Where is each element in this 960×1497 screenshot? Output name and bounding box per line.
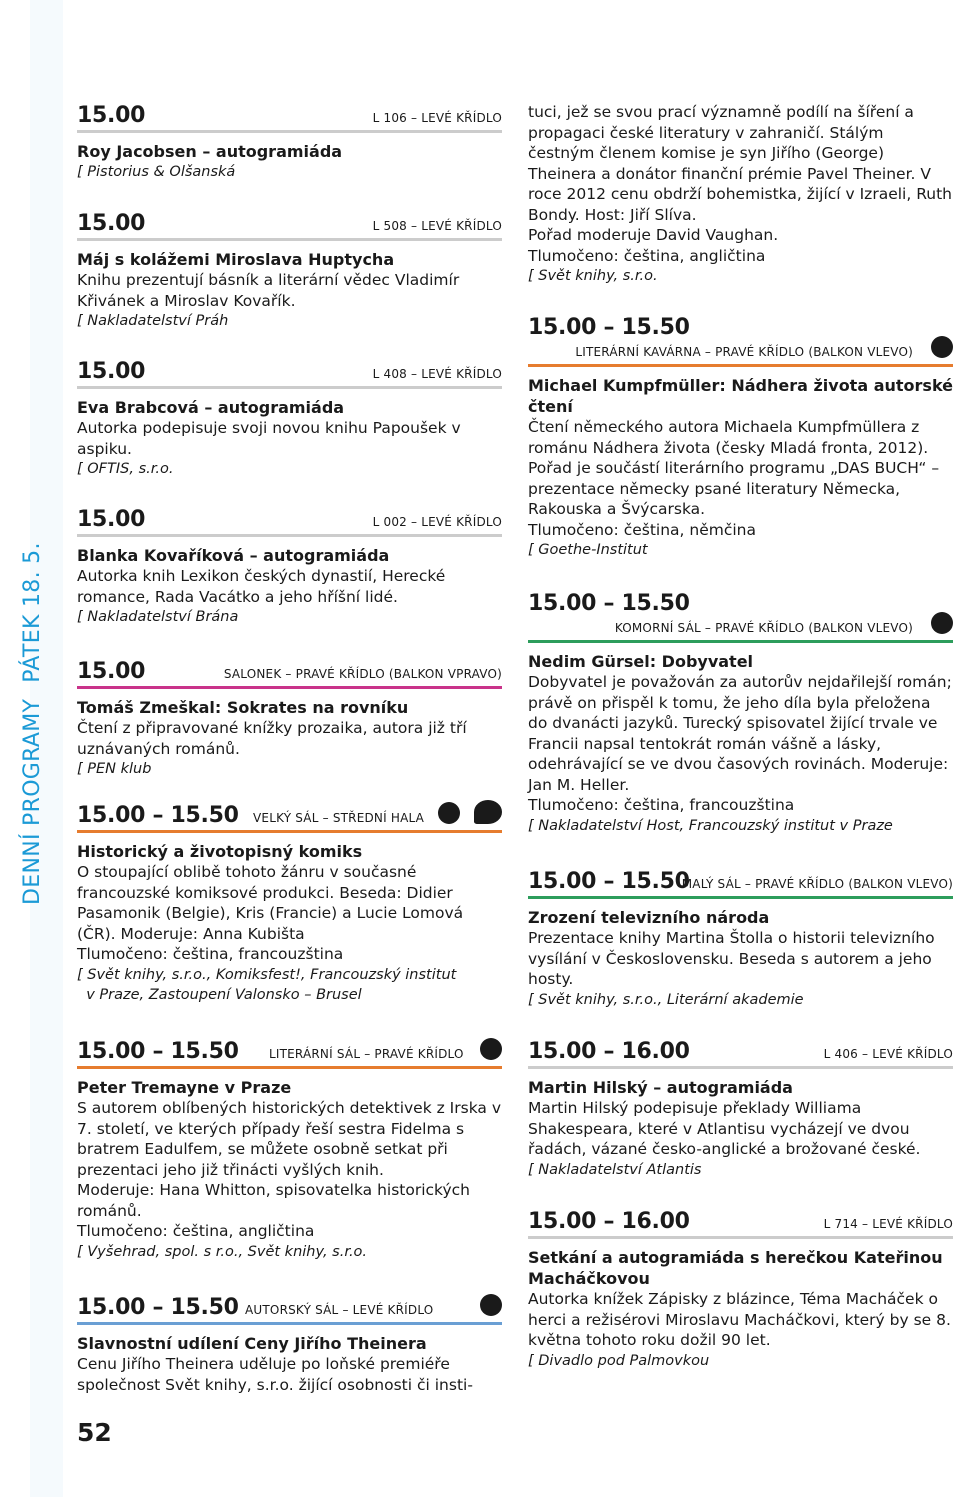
- events-1-body: Knihu prezentují básník a literární vědec Vladimír Křivánek a Miroslav Kovařík.: [77, 271, 460, 310]
- events-7-time: 15.00 – 15.50: [77, 1295, 239, 1320]
- event-5: [77, 800, 502, 1005]
- event-location: L 106 – LEVÉ KŘÍDLO: [372, 111, 502, 125]
- event-7: [77, 1292, 502, 1395]
- events-6-publisher: [ Vyšehrad, spol. s r.o., Svět knihy, s.r.o.: [77, 1243, 368, 1260]
- events-11-body: Prezentace knihy Martina Štolla o historii televizního vysílání v Československu. Beseda s autorem a jeho hosty.: [528, 929, 935, 988]
- events-12-time: 15.00 – 16.00: [528, 1039, 690, 1064]
- event-time: 15.00: [77, 103, 146, 128]
- events-10-body: Dobyvatel je považován za autorův nejdařilejší román; právě on přispěl k tomu, že jeho díla byla přeložena do dvanácti jazyků. Turecký spisovatel žijící trvale ve Francii napsal tentokrát román vášně a lásky, odehrávající se ve dvou časových rovinách. Moderuje: Jan M. Heller. Tlumočeno: čeština, francouzština: [528, 673, 952, 814]
- event-11: [528, 866, 953, 1010]
- speaker-icon: [931, 612, 953, 634]
- event-9: [528, 316, 953, 560]
- events-5-time: 15.00 – 15.50: [77, 803, 239, 828]
- event-3: [77, 504, 502, 627]
- events-6-title: Peter Tremayne v Praze: [77, 1078, 292, 1097]
- events-2-publisher: [ OFTIS, s.r.o.: [77, 461, 174, 477]
- events-5-publisher: [ Svět knihy, s.r.o., Komiksfest!, Francouzský institut v Praze, Zastoupení Valonsko – Brusel: [77, 966, 457, 1003]
- cup-icon: [480, 1294, 502, 1316]
- event-2: [77, 356, 502, 479]
- speech-bubble-icon: [474, 800, 502, 824]
- events-11-location: MALÝ SÁL – PRAVÉ KŘÍDLO (BALKON VLEVO): [681, 877, 953, 891]
- events-5-body: O stoupající oblibě tohoto žánru v současné francouzské komiksové produkci. Beseda: Didier Pasamonik (Belgie), Kris (Francie) a Lucie Lomová (ČR). Moderuje: Anna Kubišta Tlumočeno: čeština, francouzština: [77, 863, 464, 963]
- event-1: [77, 208, 502, 331]
- speaker-icon: [438, 802, 460, 824]
- events-3-location: L 002 – LEVÉ KŘÍDLO: [372, 515, 502, 529]
- events-13-publisher: [ Divadlo pod Palmovkou: [528, 1352, 710, 1369]
- events-7-body: Cenu Jiřího Theinera uděluje po loňské premiéře společnost Svět knihy, s.r.o. žijící osobnosti či insti-: [77, 1355, 473, 1394]
- event-title: Roy Jacobsen – autogramiáda: [77, 142, 343, 161]
- events-12-title: Martin Hilský – autogramiáda: [528, 1078, 793, 1097]
- page-number: 52: [77, 1418, 112, 1447]
- events-4-publisher: [ PEN klub: [77, 761, 152, 777]
- events-2-time: 15.00: [77, 359, 146, 384]
- events-12-location: L 406 – LEVÉ KŘÍDLO: [823, 1047, 953, 1061]
- events-9-title: Michael Kumpfmüller: Nádhera života autorské čtení: [528, 376, 953, 416]
- events-12-publisher: [ Nakladatelství Atlantis: [528, 1161, 702, 1178]
- event-13: [528, 1206, 953, 1371]
- events-13-time: 15.00 – 16.00: [528, 1209, 690, 1234]
- events-6-body: S autorem oblíbených historických detektivek z Irska v 7. století, ve kterých případy řeší sestra Fidelma s bratrem Eadulfem, se můžete osobně setkat při prezentaci jeho již třinácti vyšlých knih. Moderuje: Hana Whitton, spisovatelka historických románů. Tlumočeno: čeština, angličtina: [77, 1099, 502, 1240]
- events-13-location: L 714 – LEVÉ KŘÍDLO: [823, 1217, 953, 1231]
- event-0: [77, 100, 502, 182]
- events-1-title: Máj s kolážemi Miroslava Huptycha: [77, 250, 395, 269]
- events-10-time: 15.00 – 15.50: [528, 591, 690, 616]
- events-4-location: SALONEK – PRAVÉ KŘÍDLO (BALKON VPRAVO): [223, 667, 502, 681]
- vertical-title: [20, 542, 45, 905]
- events-3-publisher: [ Nakladatelství Brána: [77, 609, 239, 625]
- events-9-body: Čtení německého autora Michaela Kumpfmüllera z románu Nádhera života (česky Mladá fronta, 2012). Pořad je součástí literárního programu „DAS BUCH“ – prezentace německy psané literatury Německa, Rakouska a Švýcarska. Tlumočeno: čeština, němčina: [528, 418, 940, 539]
- speaker-icon: [931, 336, 953, 358]
- events-13-body: Autorka knížek Zápisky z blázince, Téma Macháček o herci a režisérovi Miroslavu Macháčkovi, který by se 8. května tohoto roku dožil 90 let.: [528, 1290, 951, 1349]
- events-7-title: Slavnostní udílení Ceny Jiřího Theinera: [77, 1334, 427, 1353]
- events-10-location: KOMORNÍ SÁL – PRAVÉ KŘÍDLO (BALKON VLEVO): [614, 621, 913, 635]
- events-9-location: LITERÁRNÍ KAVÁRNA – PRAVÉ KŘÍDLO (BALKON VLEVO): [575, 345, 913, 359]
- event-8: [528, 102, 953, 286]
- events-10-title: Nedim Gürsel: Dobyvatel: [528, 652, 754, 671]
- events-12-body: Martin Hilský podepisuje překlady Williama Shakespeara, které v Atlantisu vycházejí ve dvou řadách, vázané česko-anglické a brožované české.: [528, 1099, 921, 1158]
- events-5-location: VELKÝ SÁL – STŘEDNÍ HALA: [253, 811, 425, 825]
- events-4-time: 15.00: [77, 659, 146, 684]
- events-11-time: 15.00 – 15.50: [528, 869, 690, 894]
- event-10: [528, 592, 953, 836]
- events-7-location: AUTORSKÝ SÁL – LEVÉ KŘÍDLO: [245, 1303, 434, 1317]
- event-publisher: [ Pistorius & Olšanská: [77, 164, 236, 180]
- events-2-body: Autorka podepisuje svoji novou knihu Papoušek v aspiku.: [77, 419, 461, 458]
- event-12: [528, 1036, 953, 1180]
- events-11-title: Zrození televizního národa: [528, 908, 770, 927]
- events-2-location: L 408 – LEVÉ KŘÍDLO: [372, 367, 502, 381]
- events-4-title: Tomáš Zmeškal: Sokrates na rovníku: [77, 698, 409, 717]
- events-8-publisher: [ Svět knihy, s.r.o.: [528, 268, 658, 284]
- events-4-body: Čtení z připravované knížky prozaika, autora již tří uznávaných románů.: [77, 719, 467, 758]
- events-10-publisher: [ Nakladatelství Host, Francouzský institut v Praze: [528, 817, 893, 834]
- events-5-title: Historický a životopisný komiks: [77, 842, 363, 861]
- event-4: [77, 656, 502, 779]
- events-1-publisher: [ Nakladatelství Práh: [77, 313, 229, 329]
- events-6-location: LITERÁRNÍ SÁL – PRAVÉ KŘÍDLO: [269, 1047, 464, 1061]
- event-6: [77, 1036, 502, 1262]
- events-1-time: 15.00: [77, 211, 146, 236]
- events-3-body: Autorka knih Lexikon českých dynastií, Herecké romance, Rada Vacátko a jeho hříšní lidé.: [77, 567, 446, 606]
- events-3-time: 15.00: [77, 507, 146, 532]
- events-2-title: Eva Brabcová – autogramiáda: [77, 398, 345, 417]
- events-8-body: tuci, jež se svou prací významně podílí na šíření a propagaci české literatury v zahraničí. Stálým čestným členem komise je syn Jiřího (George) Theinera a donátor finanční prémie Pavel Theiner. V roce 2012 cenu obdrží bohemistka, žijící v Izraeli, Ruth Bondy. Host: Jiří Slíva. Pořad moderuje David Vaughan. Tlumočeno: čeština, angličtina: [528, 103, 952, 265]
- events-9-time: 15.00 – 15.50: [528, 315, 690, 340]
- events-1-location: L 508 – LEVÉ KŘÍDLO: [372, 219, 502, 233]
- page-vertical_date: PÁTEK 18. 5.: [20, 542, 45, 683]
- speaker-icon: [480, 1038, 502, 1060]
- events-9-publisher: [ Goethe-Institut: [528, 542, 648, 558]
- events-13-title: Setkání a autogramiáda s herečkou Kateřinou Macháčkovou: [528, 1248, 943, 1288]
- page-vertical_title: DENNÍ PROGRAMY: [20, 698, 45, 905]
- events-11-publisher: [ Svět knihy, s.r.o., Literární akademie: [528, 991, 804, 1008]
- events-6-time: 15.00 – 15.50: [77, 1039, 239, 1064]
- events-3-title: Blanka Kovaříková – autogramiáda: [77, 546, 390, 565]
